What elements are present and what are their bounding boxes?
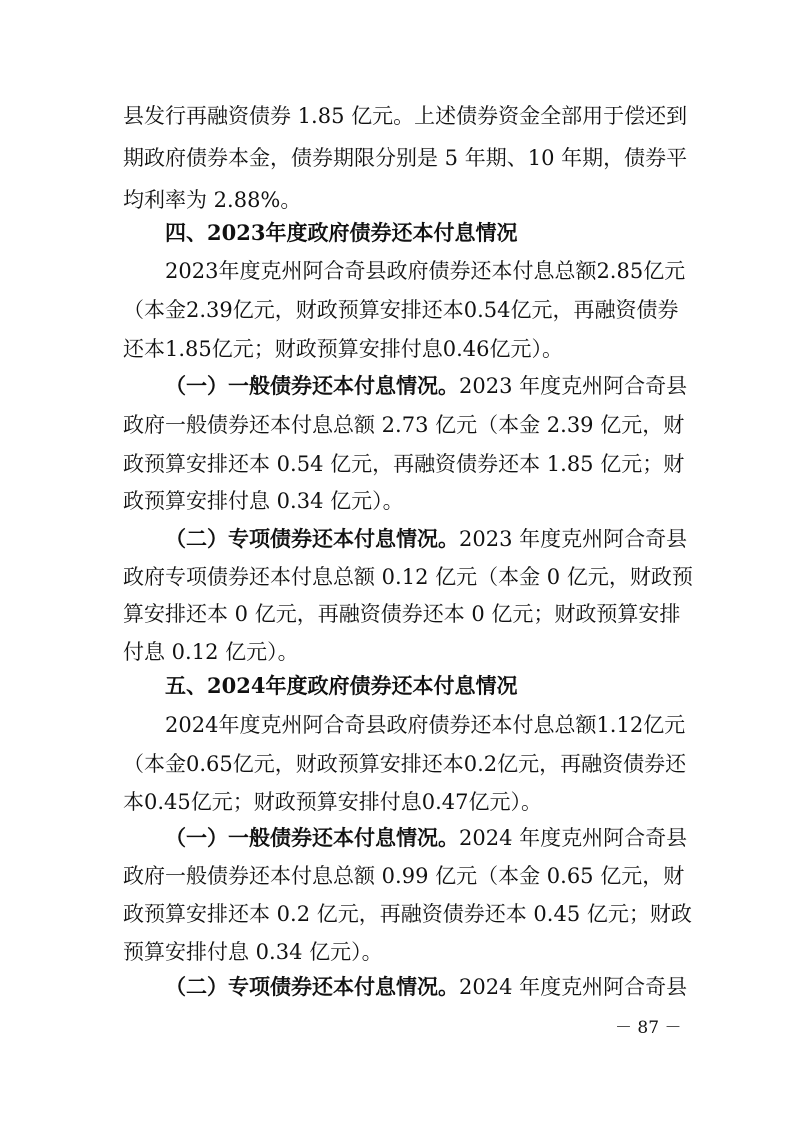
section-heading-5: 五、2024年度政府债券还本付息情况 [165, 673, 518, 698]
paragraph-4-line-1-text: 2023 年度克州阿合奇县 [459, 527, 688, 551]
paragraph-3-line-1 [165, 371, 688, 401]
paragraph-7-line-1 [165, 972, 688, 1002]
paragraph-6-line-1-text: 2024 年度克州阿合奇县 [459, 826, 688, 850]
paragraph-4-line-4: 付息 0.12 亿元）。 [123, 640, 299, 664]
paragraph-6-line-2: 政府一般债券还本付息总额 0.99 亿元（本金 0.65 亿元，财 [123, 864, 685, 888]
paragraph-5-line-3: 本0.45亿元；财政预算安排付息0.47亿元）。 [123, 790, 543, 814]
paragraph-2-line-1: 2023年度克州阿合奇县政府债券还本付息总额2.85亿元 [165, 259, 686, 283]
paragraph-6-line-1 [165, 823, 688, 853]
paragraph-5-line-1: 2024年度克州阿合奇县政府债券还本付息总额1.12亿元 [165, 713, 686, 737]
paragraph-4-line-1 [165, 524, 688, 554]
paragraph-6-line-3: 政预算安排还本 0.2 亿元，再融资债券还本 0.45 亿元；财政 [123, 902, 692, 926]
paragraph-7-line-1-text: 2024 年度克州阿合奇县 [459, 975, 688, 999]
paragraph-3-line-1-text: 2023 年度克州阿合奇县 [459, 374, 688, 398]
paragraph-1-line-1: 县发行再融资债券 1.85 亿元。上述债券资金全部用于偿还到 [123, 104, 688, 128]
paragraph-1-line-3: 均利率为 2.88%。 [123, 188, 302, 212]
paragraph-2-line-2: （本金2.39亿元，财政预算安排还本0.54亿元，再融资债券 [123, 298, 679, 322]
paragraph-3-line-4: 政预算安排付息 0.34 亿元）。 [123, 489, 404, 513]
paragraph-2-line-3: 还本1.85亿元；财政预算安排付息0.46亿元）。 [123, 337, 564, 361]
page-number: － 87 － [615, 1018, 682, 1038]
paragraph-4-line-2: 政府专项债券还本付息总额 0.12 亿元（本金 0 亿元，财政预 [123, 565, 693, 589]
subsection-lead-general-2024: （一）一般债券还本付息情况。 [165, 825, 459, 850]
section-heading-4: 四、2023年度政府债券还本付息情况 [165, 220, 518, 245]
paragraph-4-line-3: 算安排还本 0 亿元，再融资债券还本 0 亿元；财政预算安排 [123, 602, 681, 626]
paragraph-3-line-3: 政预算安排还本 0.54 亿元，再融资债券还本 1.85 亿元；财 [123, 452, 685, 476]
paragraph-1-line-2: 期政府债券本金，债券期限分别是 5 年期、10 年期，债券平 [123, 146, 688, 170]
paragraph-5-line-2: （本金0.65亿元，财政预算安排还本0.2亿元，再融资债券还 [123, 752, 687, 776]
paragraph-3-line-2: 政府一般债券还本付息总额 2.73 亿元（本金 2.39 亿元，财 [123, 413, 685, 437]
subsection-lead-special-2023: （二）专项债券还本付息情况。 [165, 526, 459, 551]
subsection-lead-general-2023: （一）一般债券还本付息情况。 [165, 373, 459, 398]
paragraph-6-line-4: 预算安排付息 0.34 亿元）。 [123, 940, 383, 964]
subsection-lead-special-2024: （二）专项债券还本付息情况。 [165, 974, 459, 999]
